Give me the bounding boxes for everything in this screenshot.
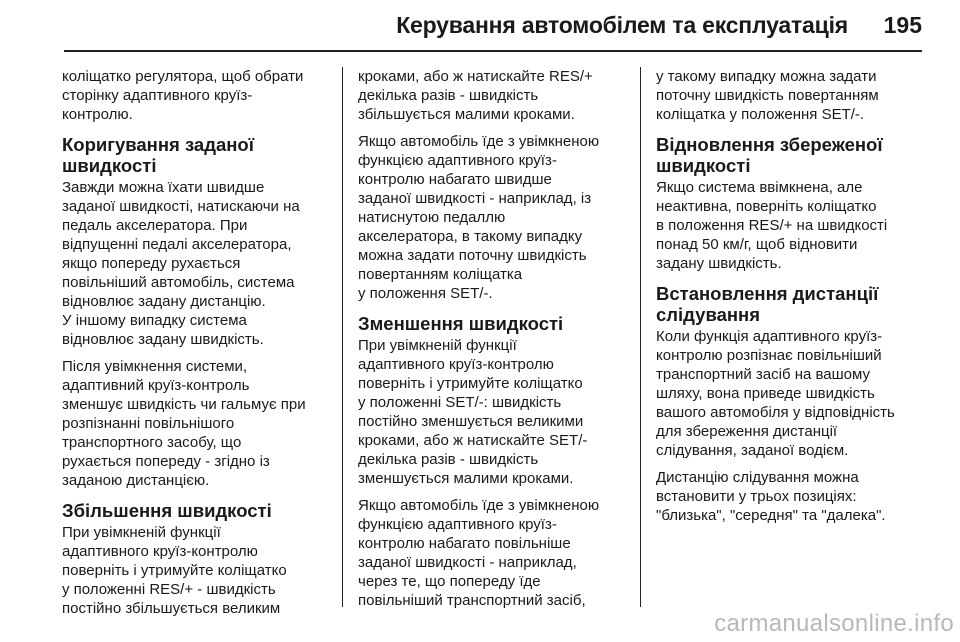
paragraph: Завжди можна їхати швидше заданої швидкості, натискаючи на педаль акселератора. При відпущенні педалі акселератора, якщо попереду рухається повільніший автомобіль, система відновлює задану дистанцію. У іншому випадку система відновлює задану швидкість. — [62, 179, 300, 348]
section-heading: Збільшення швидкості — [62, 500, 272, 521]
section-heading: Відновлення збереженої швидкості — [656, 134, 883, 176]
paragraph: коліщатко регулятора, щоб обрати сторінку адаптивного круїз- контролю. — [62, 68, 304, 123]
text-column-2 — [358, 67, 628, 618]
paragraph: кроками, або ж натискайте RES/+ декілька разів - швидкість збільшується малими кроками. — [358, 68, 593, 123]
paragraph: При увімкненій функції адаптивного круїз-контролю поверніть і утримуйте коліщатко у положенні SET/-: швидкість постійно зменшується великими кроками, або ж натискайте SET/- декілька разів - швидкість зменшується малими кроками. — [358, 337, 588, 487]
paragraph: у такому випадку можна задати поточну швидкість повертанням коліщатка у положення SET/-. — [656, 68, 879, 123]
page-header — [0, 0, 960, 50]
page-number: 195 — [883, 12, 922, 38]
column-divider-2 — [640, 67, 641, 607]
text-column-3 — [656, 67, 926, 533]
paragraph: При увімкненій функції адаптивного круїз-контролю поверніть і утримуйте коліщатко у положенні RES/+ - швидкість постійно збільшується великим — [62, 524, 287, 617]
text-column-1 — [62, 67, 332, 626]
paragraph: Коли функція адаптивного круїз- контролю розпізнає повільніший транспортний засіб на вашому шляху, вона приведе швидкість вашого автомобіля у відповідність для збереження дистанції слідування, заданої водієм. — [656, 328, 895, 459]
paragraph: Якщо автомобіль їде з увімкненою функцією адаптивного круїз- контролю набагато повільніше заданої швидкості - наприклад, через те, що попереду їде повільніший транспортний засіб, — [358, 497, 600, 609]
header-divider — [64, 50, 922, 52]
section-heading: Встановлення дистанції слідування — [656, 283, 879, 325]
section-title: Керування автомобілем та експлуатація — [396, 12, 848, 38]
section-heading: Коригування заданої швидкості — [62, 134, 254, 176]
column-divider-1 — [342, 67, 343, 607]
paragraph: Якщо система ввімкнена, але неактивна, поверніть коліщатко в положення RES/+ на швидкості понад 50 км/г, щоб відновити задану швидкість. — [656, 179, 888, 272]
paragraph: Якщо автомобіль їде з увімкненою функцією адаптивного круїз- контролю набагато швидше заданої швидкості - наприклад, із натиснутою педаллю акселератора, в такому випадку можна задати поточну швидкість повертанням коліщатка у положення SET/-. — [358, 133, 600, 302]
site-watermark: carmanualsonline.info — [714, 610, 954, 637]
paragraph: Після увімкнення системи, адаптивний круїз-контроль зменшує швидкість чи гальмує при розпізнанні повільнішого транспортного засобу, що рухається попереду - згідно із заданою дистанцією. — [62, 358, 306, 489]
section-heading: Зменшення швидкості — [358, 313, 564, 334]
paragraph: Дистанцію слідування можна встановити у трьох позиціях: "близька", "середня" та "далека". — [656, 469, 886, 524]
